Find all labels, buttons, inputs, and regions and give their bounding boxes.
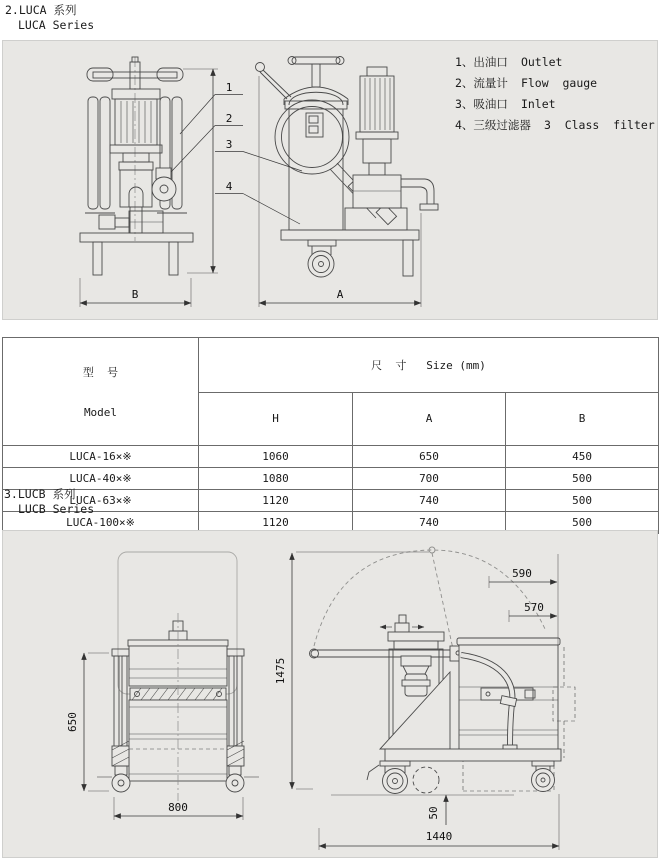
dim-label-1440: 1440 xyxy=(425,830,453,843)
legend-item-flow-gauge xyxy=(455,75,655,88)
legend-item-outlet xyxy=(455,54,655,67)
dim-label-a: A xyxy=(336,288,344,301)
table-row xyxy=(3,490,659,512)
legend-cn: 4、三级过滤器 xyxy=(455,118,531,132)
callout-3: 3 xyxy=(225,138,233,151)
luca-drawing-panel xyxy=(2,40,658,320)
value-cell: 500 xyxy=(506,468,659,490)
table-row xyxy=(3,468,659,490)
luca-front-view-drawing xyxy=(80,57,193,275)
size-header-cell: 尺 寸 Size (mm) xyxy=(199,338,659,393)
column-header-a: A xyxy=(353,392,506,445)
value-cell: 450 xyxy=(506,446,659,468)
model-header-cn: 型 号 xyxy=(82,366,119,379)
value-cell: 700 xyxy=(353,468,506,490)
value-cell: 1120 xyxy=(199,512,353,534)
dim-label-570: 570 xyxy=(524,601,544,614)
lucb-drawing-panel xyxy=(2,530,658,858)
lucb-heading-en: LUCB Series xyxy=(18,502,95,516)
column-header-h: H xyxy=(199,392,353,445)
legend-item-filter xyxy=(455,117,655,130)
dim-label-650: 650 xyxy=(66,712,79,732)
luca-callouts xyxy=(171,81,302,224)
legend-en: Flow gauge xyxy=(520,76,598,90)
luca-legend xyxy=(455,54,655,138)
model-cell: LUCA-100×※ xyxy=(3,512,199,534)
model-cell: LUCA-63×※ xyxy=(3,490,199,512)
dim-label-1475: 1475 xyxy=(274,657,287,685)
legend-cn: 2、流量计 xyxy=(455,76,508,90)
value-cell: 650 xyxy=(353,446,506,468)
value-cell: 500 xyxy=(506,490,659,512)
table-row xyxy=(3,446,659,468)
dim-label-590: 590 xyxy=(512,567,532,580)
legend-en: Outlet xyxy=(520,55,563,69)
luca-side-view-drawing xyxy=(256,57,439,278)
luca-heading-en: LUCA Series xyxy=(18,18,95,32)
dim-label-800: 800 xyxy=(168,801,188,814)
model-cell: LUCA-40×※ xyxy=(3,468,199,490)
value-cell: 1080 xyxy=(199,468,353,490)
value-cell: 500 xyxy=(506,512,659,534)
table-header-row-1 xyxy=(3,338,659,393)
value-cell: 1060 xyxy=(199,446,353,468)
value-cell: 740 xyxy=(353,512,506,534)
lucb-drawings xyxy=(3,531,657,857)
size-table xyxy=(2,337,659,534)
legend-item-inlet xyxy=(455,96,655,109)
legend-cn: 1、出油口 xyxy=(455,55,508,69)
callout-1: 1 xyxy=(225,81,233,94)
model-header-cell xyxy=(3,338,199,446)
luca-heading-cn: 2.LUCA 系列 xyxy=(5,3,77,17)
dim-label-b: B xyxy=(131,288,139,301)
legend-cn: 3、吸油口 xyxy=(455,97,508,111)
callout-4: 4 xyxy=(225,180,233,193)
column-header-b: B xyxy=(506,392,659,445)
callout-2: 2 xyxy=(225,112,233,125)
value-cell: 1120 xyxy=(199,490,353,512)
model-header-en: Model xyxy=(83,406,118,419)
value-cell: 740 xyxy=(353,490,506,512)
lucb-side-view-drawing xyxy=(310,547,576,794)
dim-label-50: 50 xyxy=(427,806,440,820)
lucb-front-view-drawing xyxy=(97,552,259,801)
lucb-heading-cn: 3.LUCB 系列 xyxy=(4,487,76,501)
legend-en: Inlet xyxy=(520,97,556,111)
legend-en: 3 Class filter xyxy=(543,118,655,132)
model-cell: LUCA-16×※ xyxy=(3,446,199,468)
